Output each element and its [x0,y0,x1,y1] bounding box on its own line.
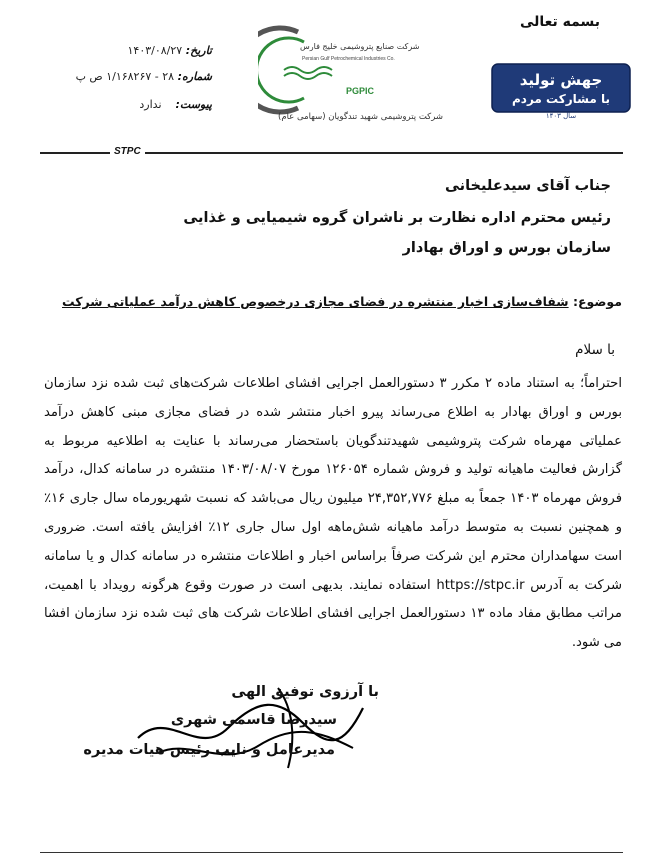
bismillah-heading: بسمه تعالی [519,14,601,30]
salutation: با سلام [575,342,615,358]
logo-abbr: PGPIC [346,86,375,96]
footer-divider [40,852,623,853]
attachment-value: ندارد [139,98,162,111]
attachment-row [62,98,212,111]
stpc-code: STPC [110,146,145,157]
date-row [62,44,212,57]
subject-line [62,294,622,309]
slogan-line-1: جهش تولید [519,71,603,89]
signature-closing: با آرزوی توفیق الهی [231,684,379,700]
attachment-label: پیوست: [175,98,212,111]
addressee-organization: سازمان بورس و اوراق بهادار [402,240,611,256]
number-value: ۲۸ - ۱/۱۶۸۲۶۷ ص پ [75,70,175,83]
slogan-year: سال ۱۴۰۳ [545,112,577,120]
addressee-title: رئیس محترم اداره نظارت بر ناشران گروه شیمیایی و غذایی [183,210,611,226]
body-paragraph: احتراماً؛ به استناد ماده ۲ مکرر ۳ دستورالعمل اجرایی افشای اطلاعات شرکت‌های ثبت شده نزد سازمان بورس و اوراق بهادار به اطلاع می‌رساند پیرو اخبار منتشر شده در فضای مجازی مبنی کاهش درآمد عملیاتی مهرماه شرکت پتروشیمی شهیدتندگویان باستحضار می‌رساند با عنایت به اطلاعیه مربوط به گزارش فعالیت ماهیانه تولید و فروش شماره ۱۲۶۰۵۴ مورخ ۱۴۰۳/۰۸/۰۷ منتشره در سامانه کدال، درآمد فروش مهرماه ۱۴۰۳ جمعاً به مبلغ ۲۴,۳۵۲,۷۷۶ میلیون ریال می‌باشد که نسبت شهریورماه سال جاری ۱۶٪ و همچنین نسبت به متوسط درآمد ماهیانه شش‌ماهه اول سال جاری ۱۲٪ افزایش یافته است. ضروری است سهامداران محترم این شرکت صرفاً براساس اخبار و اطلاعات منتشره در سامانه کدال و یا سامانه شرکت به آدرس https://stpc.ir استفاده نمایند. بدیهی است در صورت وقوع هرگونه رویداد با اهمیت، مراتب مطابق مفاد ماده ۱۳ دستورالعمل اجرایی افشای اطلاعات شرکت های ثبت شده نزد سازمان افشا می شود. [44,376,623,651]
addressee-name: جناب آقای سیدعلیخانی [445,178,611,194]
date-label: تاریخ: [185,44,212,57]
signatory-name: سیدرضا قاسمی شهری [170,712,337,728]
logo-subsidiary-name: شرکت پتروشیمی شهید تندگویان (سهامی عام) [278,112,444,122]
slogan-badge [490,58,632,120]
company-logo [258,12,444,132]
logo-company-en: Persian Gulf Petrochemical Industries Co. [302,56,395,62]
number-label: شماره: [177,70,212,83]
letter-body [44,370,622,658]
logo-company-name: شرکت صنایع پتروشیمی خلیج فارس [300,42,420,51]
subject-label: موضوع: [572,294,622,309]
date-value: ۱۴۰۳/۰۸/۲۷ [127,44,183,57]
subject-text: شفاف‌سازی اخبار منتشره در فضای مجازی درخصوص کاهش درآمد عملیاتی شرکت [62,294,569,309]
slogan-line-2: با مشارکت مردم [512,92,610,106]
signatory-title: مدیرعامل و نایب رئیس هیات مدیره [83,742,335,758]
number-row [62,70,212,83]
